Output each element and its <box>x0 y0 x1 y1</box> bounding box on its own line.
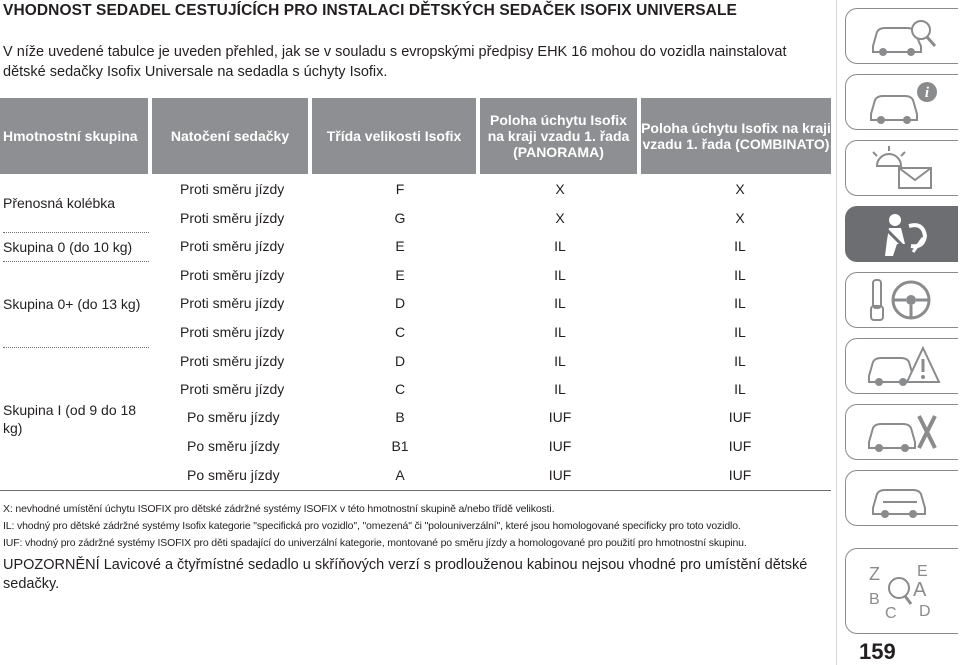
tab-car-info[interactable] <box>845 74 958 130</box>
orientation-cell: Po směru jízdy <box>187 409 280 425</box>
orientation-cell: Proti směru jízdy <box>180 353 285 369</box>
panorama-cell: IL <box>554 353 566 369</box>
car-specs-icon <box>863 474 941 522</box>
header-size-class: Třída velikosti Isofix <box>312 98 476 174</box>
svg-text:C: C <box>885 605 897 622</box>
car-warning-icon <box>863 342 941 390</box>
group-0: Skupina 0 (do 10 kg) <box>3 239 133 255</box>
header-seat-orientation: Natočení sedačky <box>152 98 308 174</box>
size-class-cell: B <box>395 409 405 425</box>
table-row <box>0 204 831 233</box>
svg-text:E: E <box>917 563 928 580</box>
orientation-cell: Proti směru jízdy <box>180 324 285 340</box>
key-steering-icon <box>863 276 941 324</box>
table-row <box>0 375 831 404</box>
tab-technical-data[interactable] <box>845 470 958 526</box>
svg-text:B: B <box>869 591 880 608</box>
table-row <box>0 403 831 432</box>
size-class-cell: C <box>394 324 406 340</box>
size-class-cell: G <box>394 210 406 226</box>
orientation-cell: Proti směru jízdy <box>180 181 285 197</box>
header-weight-group: Hmotnostní skupina <box>0 98 148 174</box>
size-class-cell: E <box>395 238 405 254</box>
table-row <box>0 461 831 490</box>
table-row <box>0 232 831 261</box>
combinato-cell: IL <box>734 324 746 340</box>
car-search-icon <box>863 12 941 60</box>
car-info-icon <box>863 78 941 126</box>
orientation-cell: Po směru jízdy <box>187 438 280 454</box>
svg-text:D: D <box>919 603 931 620</box>
table-row <box>0 261 831 290</box>
table-row <box>0 318 831 347</box>
intro-paragraph: V níže uvedené tabulce je uveden přehled, jak se v souladu s evropskými předpisy EHK 16 mohou do vozidla nainstalovat dětské sedačky Isofix Universale na sedadla s úchyty Isofix. <box>3 44 787 80</box>
group-1: Skupina I (od 9 do 18 kg) <box>3 402 137 436</box>
sidebar-divider <box>836 0 837 665</box>
tab-safety[interactable] <box>845 206 958 262</box>
tab-starting-driving[interactable] <box>845 272 958 328</box>
orientation-cell: Po směru jízdy <box>187 467 280 483</box>
size-class-cell: A <box>395 467 405 483</box>
panorama-cell: X <box>555 210 565 226</box>
alphabetical-index-icon <box>862 558 942 624</box>
table-header <box>0 98 831 174</box>
table-bottom-rule <box>0 490 831 491</box>
svg-text:A: A <box>913 579 927 601</box>
legend-notes <box>3 501 813 552</box>
panorama-cell: IUF <box>548 438 572 454</box>
svg-text:Z: Z <box>869 564 880 584</box>
orientation-cell: Proti směru jízdy <box>180 295 285 311</box>
orientation-cell: Proti směru jízdy <box>180 210 285 226</box>
combinato-cell: IUF <box>728 467 752 483</box>
note-il: IL: vhodný pro dětské zádržné systémy Isofix kategorie "specifická pro vozidlo", "omezená" či "polouniverzální", které jsou homologované specificky pro toto vozidlo. <box>3 520 741 532</box>
note-iuf: IUF: vhodný pro zádržné systémy ISOFIX pro děti spadající do univerzální kategorie, montované po směru jízdy a homologované pro použití pro hmotnostní skupinu. <box>3 537 747 549</box>
combinato-cell: IL <box>734 295 746 311</box>
table-row <box>0 289 831 318</box>
lights-message-icon <box>863 144 941 192</box>
panorama-cell: IL <box>554 381 566 397</box>
tab-car-search[interactable] <box>845 8 958 64</box>
table-row <box>0 432 831 461</box>
size-class-cell: B1 <box>391 438 409 454</box>
note-x: X: nevhodné umístění úchytu ISOFIX pro dětské zádržné systémy ISOFIX v této hmotnostní skupině a/nebo třídě velikosti. <box>3 503 555 515</box>
tab-emergency[interactable] <box>845 338 958 394</box>
panorama-cell: IL <box>554 295 566 311</box>
combinato-cell: IUF <box>728 438 752 454</box>
car-wrench-icon <box>863 408 941 456</box>
combinato-cell: IL <box>734 267 746 283</box>
combinato-cell: IL <box>734 238 746 254</box>
orientation-cell: Proti směru jízdy <box>180 238 285 254</box>
tab-index[interactable] <box>845 548 958 634</box>
table-row <box>0 347 831 376</box>
table-row <box>0 175 831 204</box>
orientation-cell: Proti směru jízdy <box>180 381 285 397</box>
group-0-plus: Skupina 0+ (do 13 kg) <box>3 296 141 312</box>
section-title: VHODNOST SEDADEL CESTUJÍCÍCH PRO INSTALACI DĚTSKÝCH SEDAČEK ISOFIX UNIVERSALE <box>3 2 737 19</box>
tab-lights-messages[interactable] <box>845 140 958 196</box>
panorama-cell: IL <box>554 324 566 340</box>
panorama-cell: X <box>555 181 565 197</box>
group-carrycot: Přenosná kolébka <box>3 195 116 211</box>
warning-paragraph: UPOZORNĚNÍ Lavicové a čtyřmístné sedadlo u skříňových verzí s prodlouženou kabinou nejsou vhodné pro umístění dětské sedačky. <box>3 557 808 592</box>
header-position-combinato: Poloha úchytu Isofix na kraji vzadu 1. řada (COMBINATO) <box>641 98 831 174</box>
combinato-cell: IUF <box>728 409 752 425</box>
header-position-panorama: Poloha úchytu Isofix na kraji vzadu 1. řada (PANORAMA) <box>480 98 637 174</box>
panorama-cell: IUF <box>548 467 572 483</box>
orientation-cell: Proti směru jízdy <box>180 267 285 283</box>
panorama-cell: IL <box>554 238 566 254</box>
panorama-cell: IL <box>554 267 566 283</box>
tab-maintenance[interactable] <box>845 404 958 460</box>
combinato-cell: IL <box>734 353 746 369</box>
combinato-cell: X <box>735 181 745 197</box>
size-class-cell: E <box>395 267 405 283</box>
size-class-cell: F <box>395 181 405 197</box>
combinato-cell: IL <box>734 381 746 397</box>
size-class-cell: D <box>394 353 406 369</box>
panorama-cell: IUF <box>548 409 572 425</box>
size-class-cell: D <box>394 295 406 311</box>
size-class-cell: C <box>394 381 406 397</box>
page-number: 159 <box>859 639 896 664</box>
seat-safety-icon <box>863 210 941 258</box>
svg-text:i: i <box>924 85 930 101</box>
combinato-cell: X <box>735 210 745 226</box>
